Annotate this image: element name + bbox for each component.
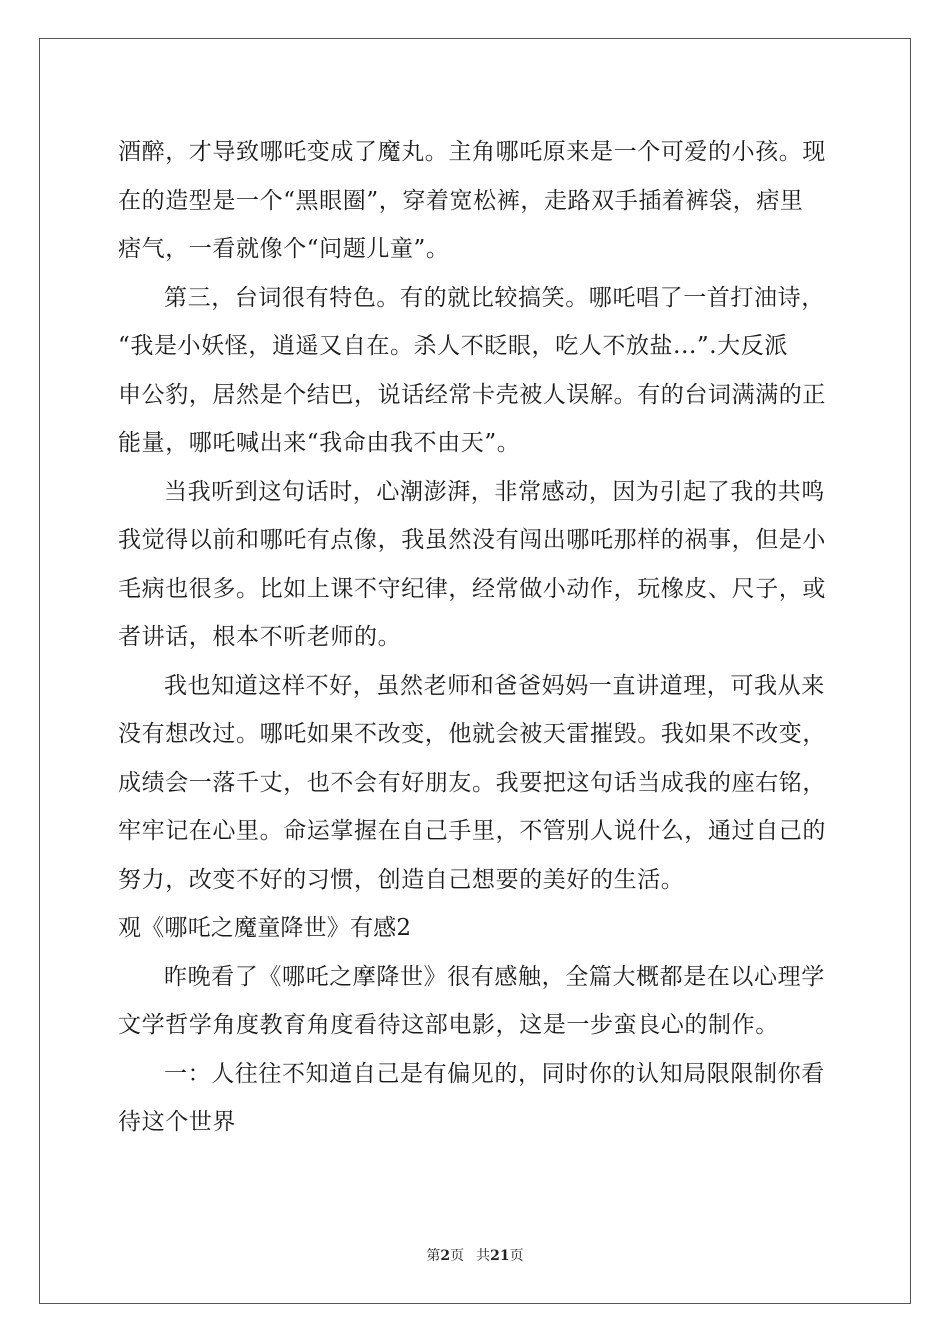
page-prefix: 第	[426, 1248, 441, 1264]
page-footer	[0, 1246, 950, 1266]
page-number: 2	[440, 1248, 451, 1264]
text-line: 者讲话，根本不听老师的。	[118, 624, 402, 650]
text-line: 毛病也很多。比如上课不守纪律，经常做小动作，玩橡皮、尺子，或	[118, 575, 826, 602]
text-line: “我是小妖怪，逍遥又自在。杀人不眨眼，吃人不放盐...”.大反派	[118, 333, 788, 359]
text-line: 申公豹，居然是个结巴，说话经常卡壳被人误解。有的台词满满的正	[118, 381, 826, 408]
section-heading: 观《哪吒之魔童降世》有感2	[118, 915, 412, 941]
text-line: 待这个世界	[118, 1109, 236, 1135]
total-pages: 21	[490, 1248, 510, 1264]
text-line: 我觉得以前和哪吒有点像，我虽然没有闯出哪吒那样的祸事，但是小	[118, 527, 826, 553]
text-line: 当我听到这句话时，心潮澎湃，非常感动，因为引起了我的共鸣	[164, 478, 825, 505]
text-line: 成绩会一落千丈，也不会有好朋友。我要把这句话当成我的座右铭，	[118, 769, 826, 796]
page-suffix: 页	[450, 1248, 465, 1264]
text-line: 没有想改过。哪吒如果不改变，他就会被天雷摧毁。我如果不改变，	[118, 721, 826, 747]
text-line: 能量，哪吒喊出来“我命由我不由天”。	[118, 430, 521, 456]
text-line: 一：人往往不知道自己是有偏见的，同时你的认知局限限制你看	[164, 1060, 825, 1087]
text-line: 痞气，一看就像个“问题儿童”。	[118, 236, 450, 262]
text-line: 酒醉，才导致哪吒变成了魔丸。主角哪吒原来是一个可爱的小孩。现	[118, 139, 826, 165]
total-prefix: 共	[476, 1248, 491, 1264]
text-line: 我也知道这样不好，虽然老师和爸爸妈妈一直讲道理，可我从来	[164, 672, 825, 699]
text-line: 努力，改变不好的习惯，创造自己想要的美好的生活。	[118, 866, 685, 893]
total-suffix: 页	[509, 1248, 524, 1264]
document-body	[118, 128, 834, 1147]
text-line: 在的造型是一个“黑眼圈”，穿着宽松裤，走路双手插着裤袋，痞里	[118, 187, 804, 214]
text-line: 第三，台词很有特色。有的就比较搞笑。哪吒唱了一首打油诗，	[164, 284, 825, 311]
text-line: 文学哲学角度教育角度看待这部电影，这是一步蛮良心的制作。	[118, 1012, 779, 1038]
text-line: 牢牢记在心里。命运掌握在自己手里，不管别人说什么，通过自己的	[118, 818, 826, 844]
text-line: 昨晚看了《哪吒之摩降世》很有感触，全篇大概都是在以心理学	[164, 963, 825, 990]
